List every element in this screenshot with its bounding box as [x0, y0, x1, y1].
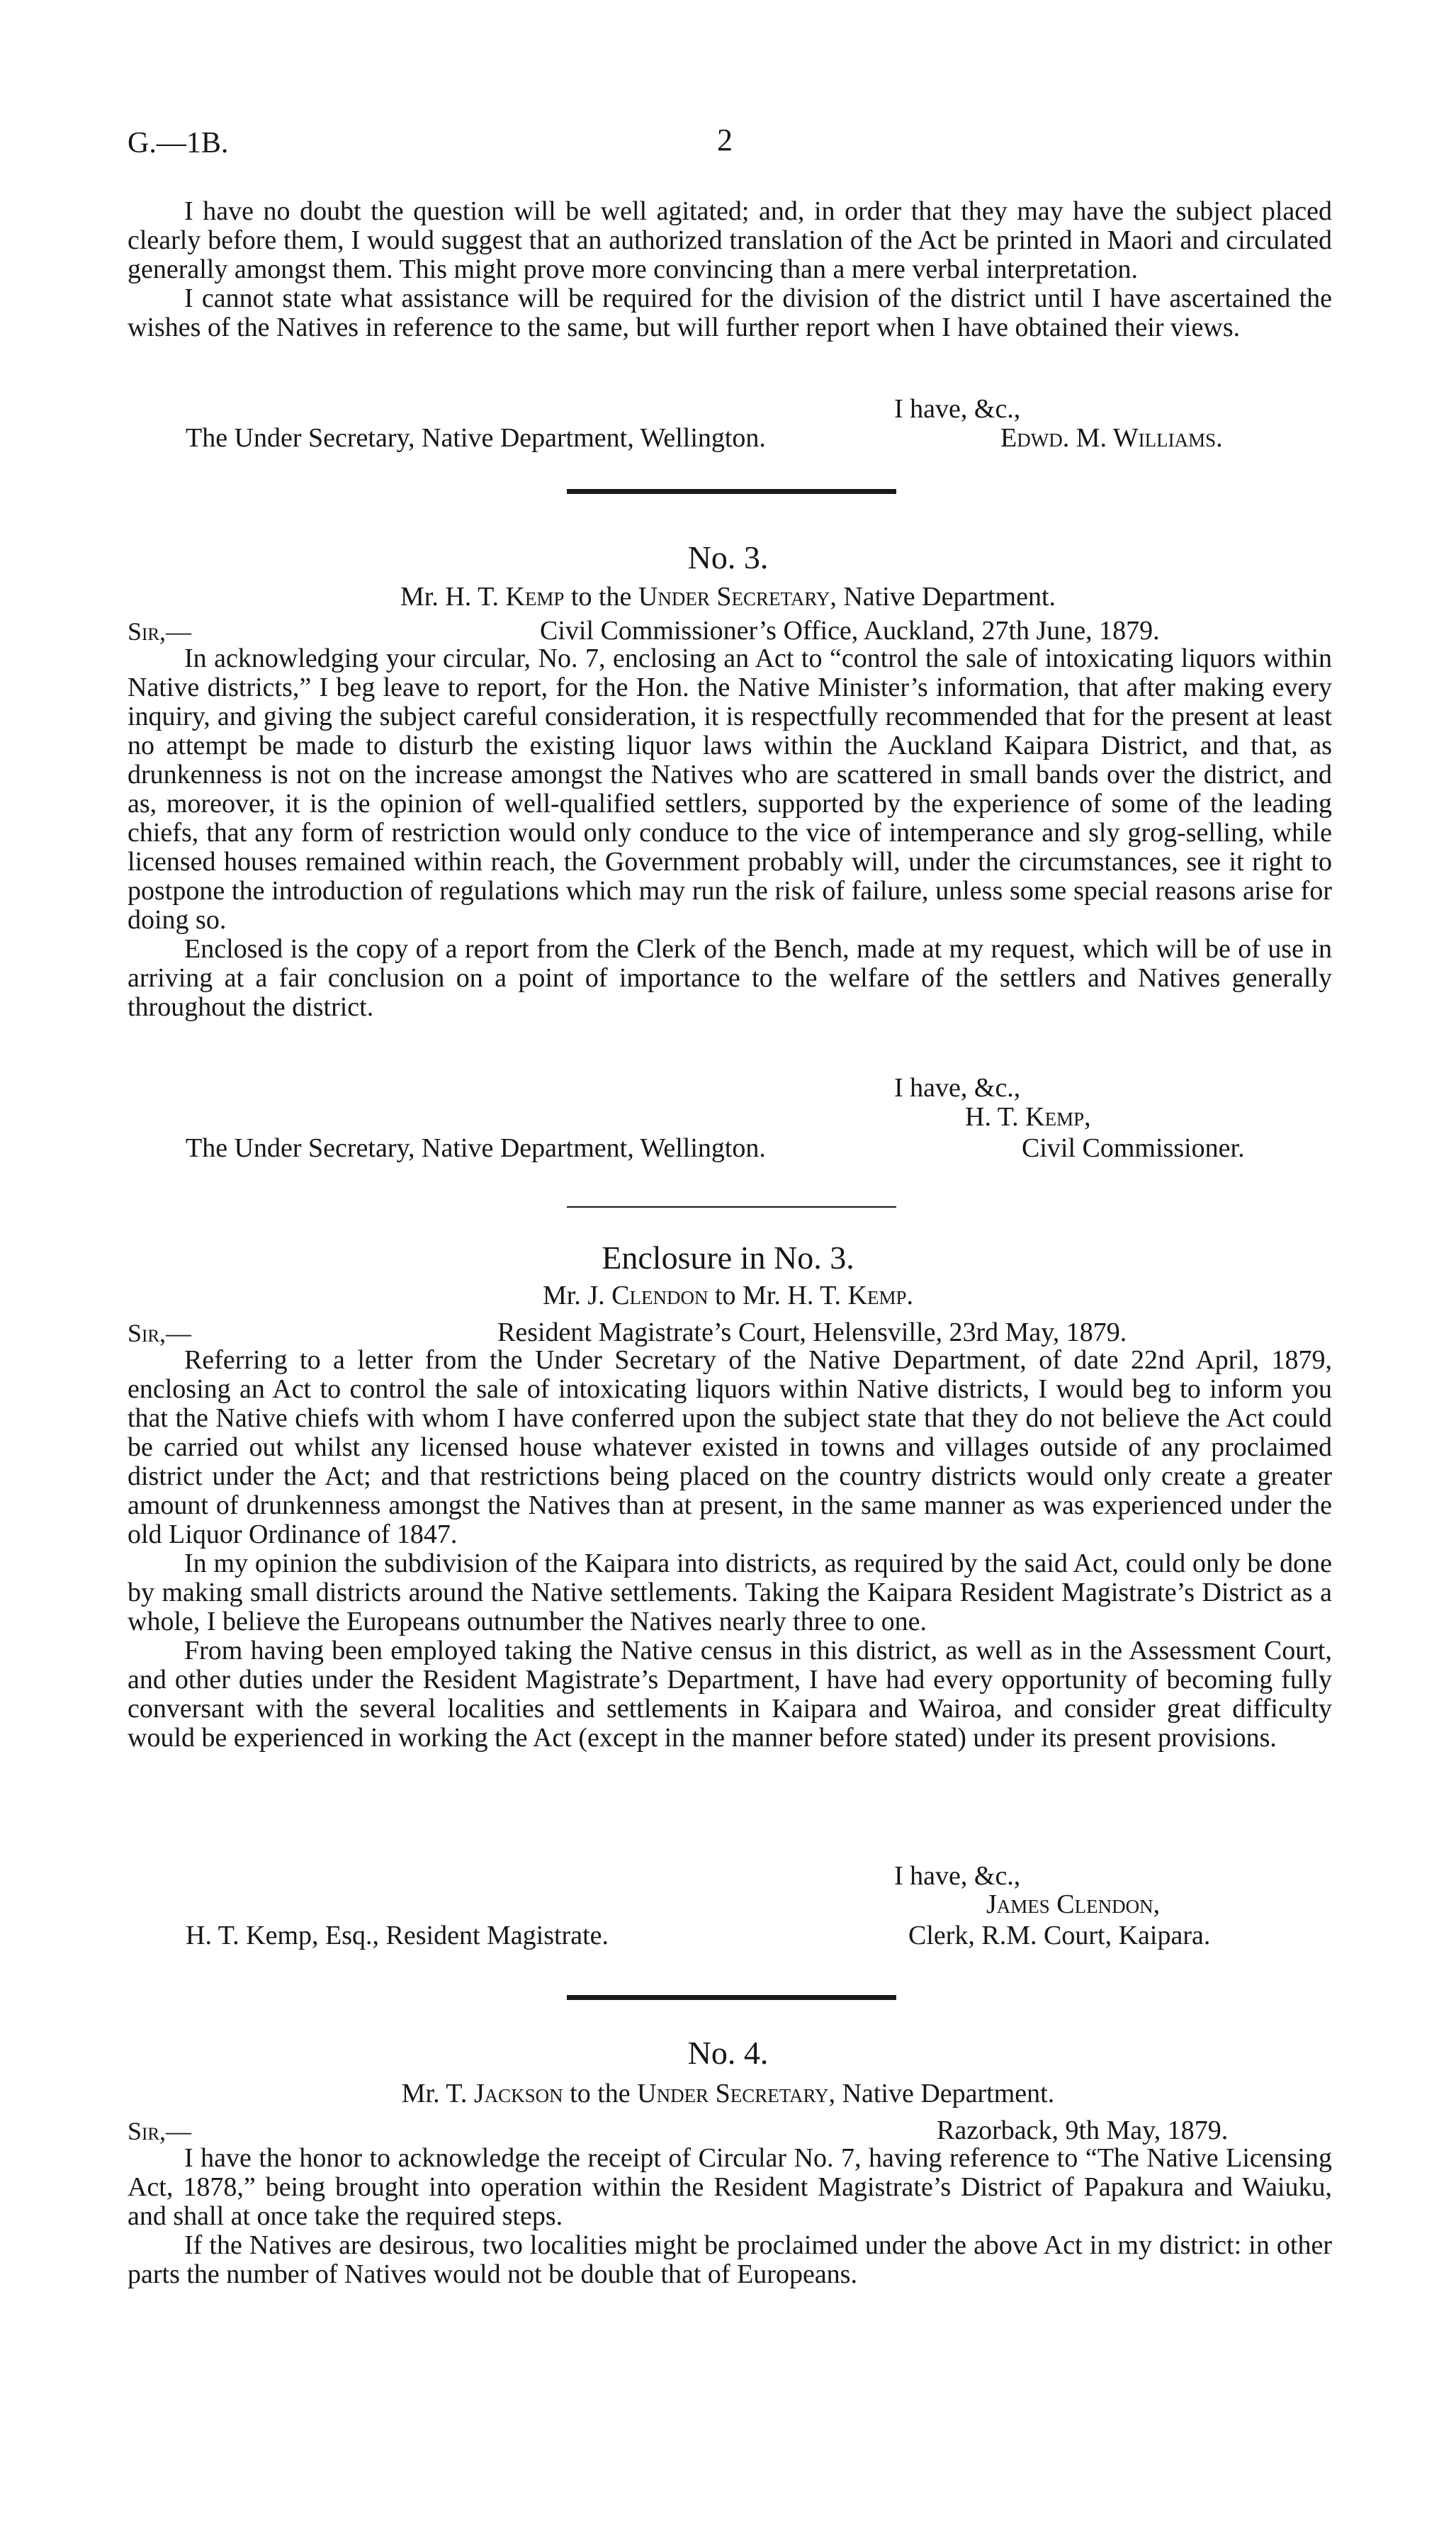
signatory-title: Clerk, R.M. Court, Kaipara. — [908, 1921, 1211, 1950]
paragraph: I have the honor to acknowledge the receipt of Circular No. 7, having reference to “The Native Licensing Act, 1878,” being brought into operation within the Resident Magistrate’s District of Papakura and Waiuku, and shall at once take the required steps. — [128, 2143, 1332, 2231]
dateline: Resident Magistrate’s Court, Helensville, 23rd May, 1879. — [497, 1318, 1127, 1347]
addressee: The Under Secretary, Native Department, Wellington. — [186, 1133, 766, 1163]
letter-from-to: Mr. J. Clendon to Mr. H. T. Kemp. — [543, 1281, 913, 1310]
closing: I have, &c., — [894, 394, 1021, 424]
dateline: Razorback, 9th May, 1879. — [937, 2116, 1229, 2145]
dateline: Civil Commissioner’s Office, Auckland, 27th June, 1879. — [540, 616, 1160, 646]
section-divider — [567, 1995, 896, 2000]
enclosure-body — [128, 1346, 1332, 1753]
section-heading: No. 4. — [687, 2035, 769, 2071]
document-reference: G.—1B. — [128, 127, 229, 159]
section-divider — [567, 1206, 896, 1208]
paragraph: Referring to a letter from the Under Secretary of the Native Department, of date 22nd April, 1879, enclosing an Act to control the sale of intoxicating liquors within Native districts, I would beg to inform you that the Native chiefs with whom I have conferred upon the subject state that they do not believe the Act could be carried out whilst any licensed house whatever existed in towns and villages outside of any proclaimed district under the Act; and that restrictions being placed on the country districts would only create a greater amount of drunkenness amongst the Natives than at present, in the same manner as was experienced under the old Liquor Ordinance of 1847. — [128, 1345, 1332, 1549]
closing: I have, &c., — [894, 1861, 1021, 1891]
paragraph: I cannot state what assistance will be required for the division of the district until I have ascertained the wishes of the Natives in reference to the same, but will further report when I have obtained their views. — [128, 283, 1332, 342]
salutation: Sir,— — [128, 2117, 192, 2145]
salutation: Sir,— — [128, 1319, 192, 1347]
closing: I have, &c., — [894, 1073, 1021, 1103]
letter-from-to: Mr. H. T. Kemp to the Under Secretary, Native Department. — [400, 582, 1056, 612]
signatory: James Clendon, — [986, 1889, 1161, 1919]
paragraph: If the Natives are desirous, two localities might be proclaimed under the above Act in my district: in other parts the number of Natives would not be double that of Europeans. — [128, 2230, 1332, 2289]
letter-2-body — [128, 197, 1332, 342]
letter-from-to: Mr. T. Jackson to the Under Secretary, Native Department. — [401, 2079, 1055, 2108]
letter-4-body — [128, 2144, 1332, 2289]
paragraph: I have no doubt the question will be well agitated; and, in order that they may have the subject placed clearly before them, I would suggest that an authorized translation of the Act be printed in Maori and circulated generally amongst them. This might prove more convincing than a mere verbal interpretation. — [128, 196, 1332, 284]
letter-3-body — [128, 644, 1332, 1022]
addressee: H. T. Kemp, Esq., Resident Magistrate. — [186, 1921, 609, 1950]
addressee: The Under Secretary, Native Department, Wellington. — [186, 423, 766, 453]
paragraph: Enclosed is the copy of a report from the Clerk of the Bench, made at my request, which will be of use in arriving at a fair conclusion on a point of importance to the welfare of the settlers and Natives generally throughout the district. — [128, 934, 1332, 1022]
page-number: 2 — [717, 123, 733, 157]
section-heading: No. 3. — [687, 539, 769, 575]
salutation: Sir,— — [128, 617, 192, 646]
signatory: Edwd. M. Williams. — [1000, 423, 1223, 453]
paragraph: In my opinion the subdivision of the Kaipara into districts, as required by the said Act, could only be done by making small districts around the Native settlements. Taking the Kaipara Resident Magistrate’s District as a whole, I believe the Europeans outnumber the Natives nearly three to one. — [128, 1549, 1332, 1636]
paragraph: From having been employed taking the Native census in this district, as well as in the Assessment Court, and other duties under the Resident Magistrate’s Department, I have had every opportunity of becoming fully conversant with the several localities and settlements in Kaipara and Wairoa, and consider great difficulty would be experienced in working the Act (except in the manner before stated) under its present provisions. — [128, 1636, 1332, 1753]
section-heading: Enclosure in No. 3. — [602, 1240, 854, 1276]
section-divider — [567, 489, 896, 494]
paragraph: In acknowledging your circular, No. 7, enclosing an Act to “control the sale of intoxicating liquors within Native districts,” I beg leave to report, for the Hon. the Native Minister’s information, that after making every inquiry, and giving the subject careful consideration, it is respectfully recommended that for the present at least no attempt be made to disturb the existing liquor laws within the Auckland Kaipara District, and that, as drunkenness is not on the increase amongst the Natives who are scattered in small bands over the district, and as, moreover, it is the opinion of well-qualified settlers, supported by the experience of some of the leading chiefs, that any form of restriction would only conduce to the vice of intemperance and sly grog-selling, while licensed houses remained within reach, the Government probably will, under the circumstances, see it right to postpone the introduction of regulations which may run the risk of failure, unless some special reasons arise for doing so. — [128, 644, 1332, 935]
signatory-title: Civil Commissioner. — [1022, 1133, 1245, 1163]
signatory: H. T. Kemp, — [965, 1102, 1091, 1132]
